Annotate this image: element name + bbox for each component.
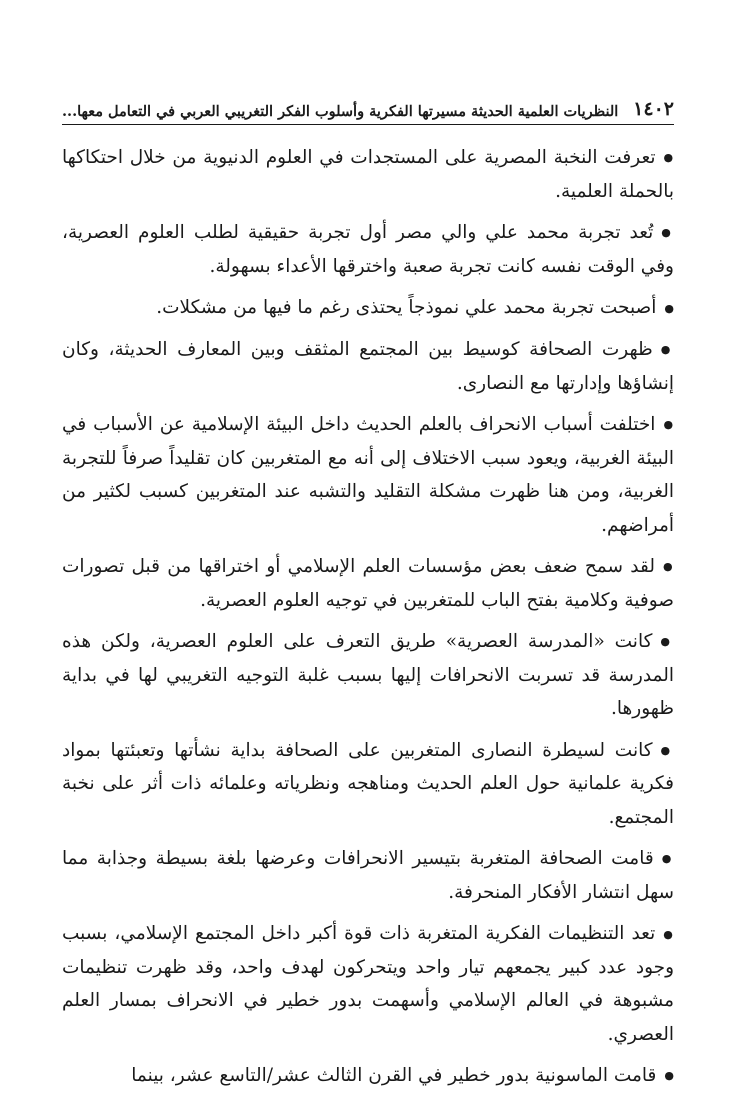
bullet-icon: ● — [660, 343, 674, 357]
bullet-paragraph — [62, 550, 674, 617]
running-title: النظريات العلمية الحديثة مسيرتها الفكرية وأسلوب الفكر التغريبي العربي في التعامل معها... — [62, 103, 619, 120]
bullet-paragraph — [62, 333, 674, 400]
page-header — [62, 84, 674, 120]
paragraph-text: ظهرت الصحافة كوسيط بين المجتمع المثقف وبين المعارف الحديثة، وكان إنشاؤها وإدارتها مع النصارى. — [62, 338, 674, 394]
bullet-paragraph — [62, 141, 674, 208]
page-number: ١٤٠٢ — [633, 98, 674, 120]
bullet-icon: ● — [664, 1069, 674, 1083]
bullet-icon: ● — [660, 743, 674, 757]
paragraph-text: اختلفت أسباب الانحراف بالعلم الحديث داخل البيئة الإسلامية عن الأسباب في البيئة الغربية، ويعود سبب الاختلاف إلى أنه مع المتغربين كان تقليداً صرفاً للتجربة الغربية، ومن هنا ظهرت مشكلة التقليد والتشبه عند المتغربين كسبب لكثير من أمراضهم. — [62, 414, 674, 536]
paragraph-text: قامت الماسونية بدور خطير في القرن الثالث عشر/التاسع عشر، بينما — [131, 1065, 657, 1087]
bullet-paragraph — [62, 917, 674, 1051]
bullet-paragraph — [62, 291, 674, 325]
bullet-paragraph — [62, 625, 674, 726]
bullet-icon: ● — [663, 927, 674, 941]
paragraph-text: تُعد تجربة محمد علي والي مصر أول تجربة حقيقية لطلب العلوم العصرية، وفي الوقت نفسه كانت تجربة صعبة واخترقها الأعداء بسهولة. — [62, 222, 674, 277]
bullet-icon: ● — [663, 151, 674, 165]
bullet-paragraph — [62, 734, 674, 835]
bullet-icon: ● — [661, 226, 674, 240]
paragraph-text: أصبحت تجربة محمد علي نموذجاً يحتذى رغم ما فيها من مشكلات. — [156, 297, 657, 319]
bullet-paragraph — [62, 1059, 674, 1093]
paragraph-text: تعد التنظيمات الفكرية المتغربة ذات قوة أكبر داخل المجتمع الإسلامي، بسبب وجود عدد كبير يجمعهم تيار واحد ويتحركون لهدف واحد، وقد ظهرت تنظيمات مشبوهة في العالم الإسلامي وأسهمت بدور خطير في الانحراف بمسار العلم العصري. — [62, 923, 674, 1045]
bullet-icon: ● — [661, 852, 674, 866]
paragraph-text: كانت «المدرسة العصرية» طريق التعرف على العلوم العصرية، ولكن هذه المدرسة قد تسربت الانحرافات إليها بسبب غلبة التوجيه التغريبي لها في بداية ظهورها. — [62, 631, 674, 720]
bullet-icon: ● — [660, 635, 674, 649]
bullet-paragraph — [62, 408, 674, 542]
paragraph-text: كانت لسيطرة النصارى المتغربين على الصحافة بداية نشأتها وتعبئتها بمواد فكرية علمانية حول العلم الحديث ومناهجه ونظرياته وعلمائه ذات أثر على نخبة المجتمع. — [62, 739, 674, 828]
header-rule — [62, 124, 674, 125]
bullet-icon: ● — [664, 301, 674, 315]
paragraph-text: لقد سمح ضعف بعض مؤسسات العلم الإسلامي أو اختراقها من قبل تصورات صوفية وكلامية بفتح الباب للمتغربين في توجيه العلوم العصرية. — [62, 555, 674, 611]
bullet-icon: ● — [663, 418, 674, 432]
body-text — [62, 141, 674, 1101]
bullet-paragraph — [62, 216, 674, 283]
bullet-icon: ● — [662, 560, 674, 574]
paragraph-text: تعرفت النخبة المصرية على المستجدات في العلوم الدنيوية من خلال احتكاكها بالحملة العلمية. — [62, 147, 674, 202]
bullet-paragraph — [62, 842, 674, 909]
paragraph-text: قامت الصحافة المتغربة بتيسير الانحرافات وعرضها بلغة بسيطة وجذابة مما سهل انتشار الأفكار المنحرفة. — [62, 848, 674, 903]
